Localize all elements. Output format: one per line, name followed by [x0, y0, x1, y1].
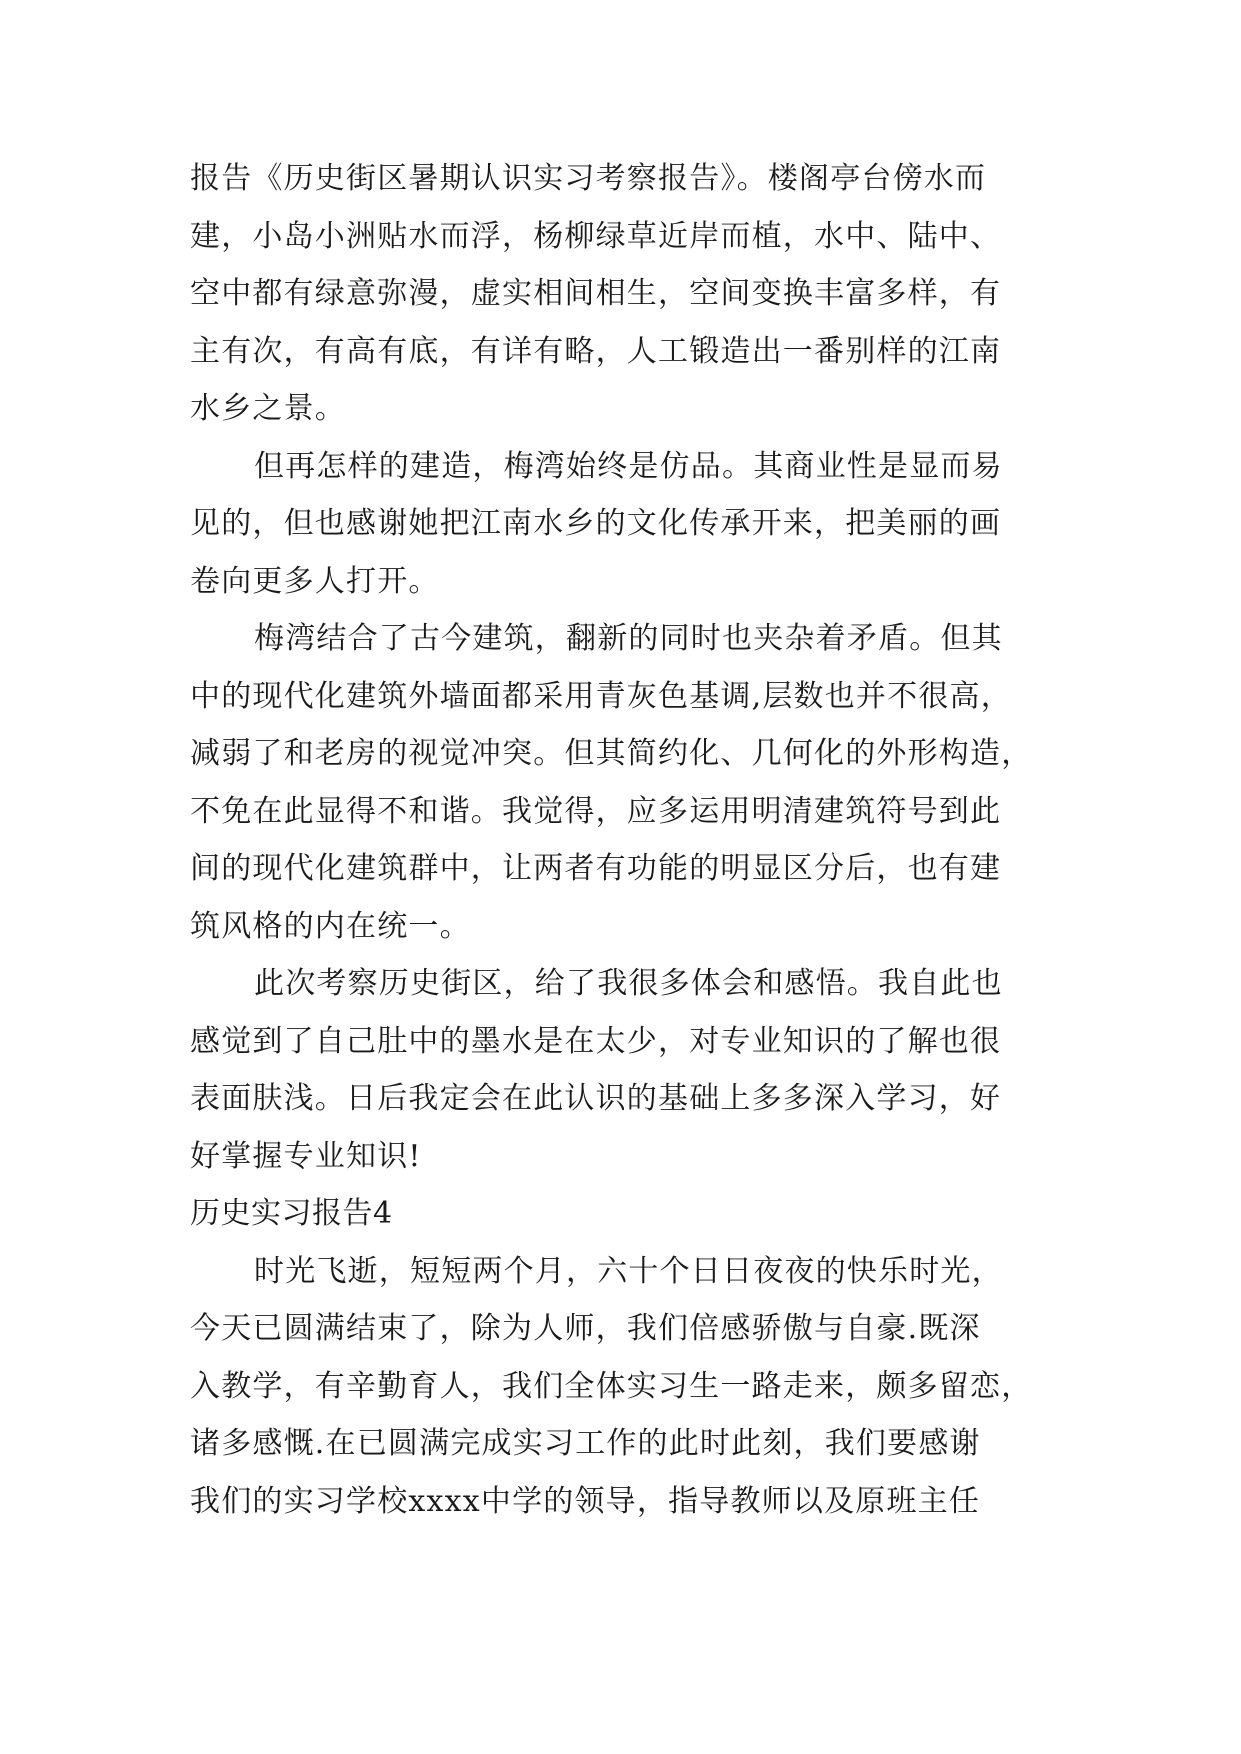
text-line: 不免在此显得不和谐。我觉得，应多运用明清建筑符号到此 — [190, 793, 1002, 829]
paragraph-start-line: 时光飞逝，短短两个月，六十个日日夜夜的快乐时光， — [254, 1253, 1003, 1289]
text-line: 感觉到了自己肚中的墨水是在太少，对专业知识的了解也很 — [190, 1023, 1002, 1059]
text-line: 好掌握专业知识! — [190, 1138, 422, 1174]
paragraph-start-line: 梅湾结合了古今建筑，翻新的同时也夹杂着矛盾。但其 — [254, 621, 1003, 656]
document-body — [190, 150, 1050, 1530]
text-line: 表面肤浅。日后我定会在此认识的基础上多多深入学习，好 — [190, 1081, 1002, 1116]
text-line: 空中都有绿意弥漫，虚实相间相生，空间变换丰富多样，有 — [190, 276, 1002, 311]
text-line: 间的现代化建筑群中，让两者有功能的明显区分后，也有建 — [190, 851, 1002, 886]
text-line: 中的现代化建筑外墙面都采用青灰色基调,层数也并不很高， — [190, 678, 1012, 714]
text-line: 减弱了和老房的视觉冲突。但其简约化、几何化的外形构造， — [190, 736, 1033, 771]
text-line: 建，小岛小洲贴水而浮，杨柳绿草近岸而植，水中、陆中、 — [190, 218, 1002, 254]
text-line: 我们的实习学校xxxx中学的领导，指导教师以及原班主任 — [190, 1483, 981, 1519]
text-line: 报告《历史街区暑期认识实习考察报告》。楼阁亭台傍水而 — [190, 161, 987, 196]
text-line: 主有次，有高有底，有详有略，人工锻造出一番别样的江南 — [190, 333, 1002, 369]
text-line: 诸多感慨.在已圆满完成实习工作的此时此刻，我们要感谢 — [190, 1426, 981, 1461]
section-heading: 历史实习报告4 — [190, 1196, 393, 1231]
text-line: 见的，但也感谢她把江南水乡的文化传承开来，把美丽的画 — [190, 506, 1002, 541]
text-line: 水乡之景。 — [190, 391, 346, 426]
text-line: 筑风格的内在统一。 — [190, 908, 471, 944]
paragraph-start-line: 此次考察历史街区，给了我很多体会和感悟。我自此也 — [254, 966, 1003, 1001]
text-line: 卷向更多人打开。 — [190, 563, 440, 599]
paragraph-start-line: 但再怎样的建造，梅湾始终是仿品。其商业性是显而易 — [254, 448, 1003, 484]
text-line: 入教学，有辛勤育人，我们全体实习生一路走来，颇多留恋， — [190, 1368, 1033, 1404]
text-line: 今天已圆满结束了，除为人师，我们倍感骄傲与自豪.既深 — [190, 1311, 981, 1346]
